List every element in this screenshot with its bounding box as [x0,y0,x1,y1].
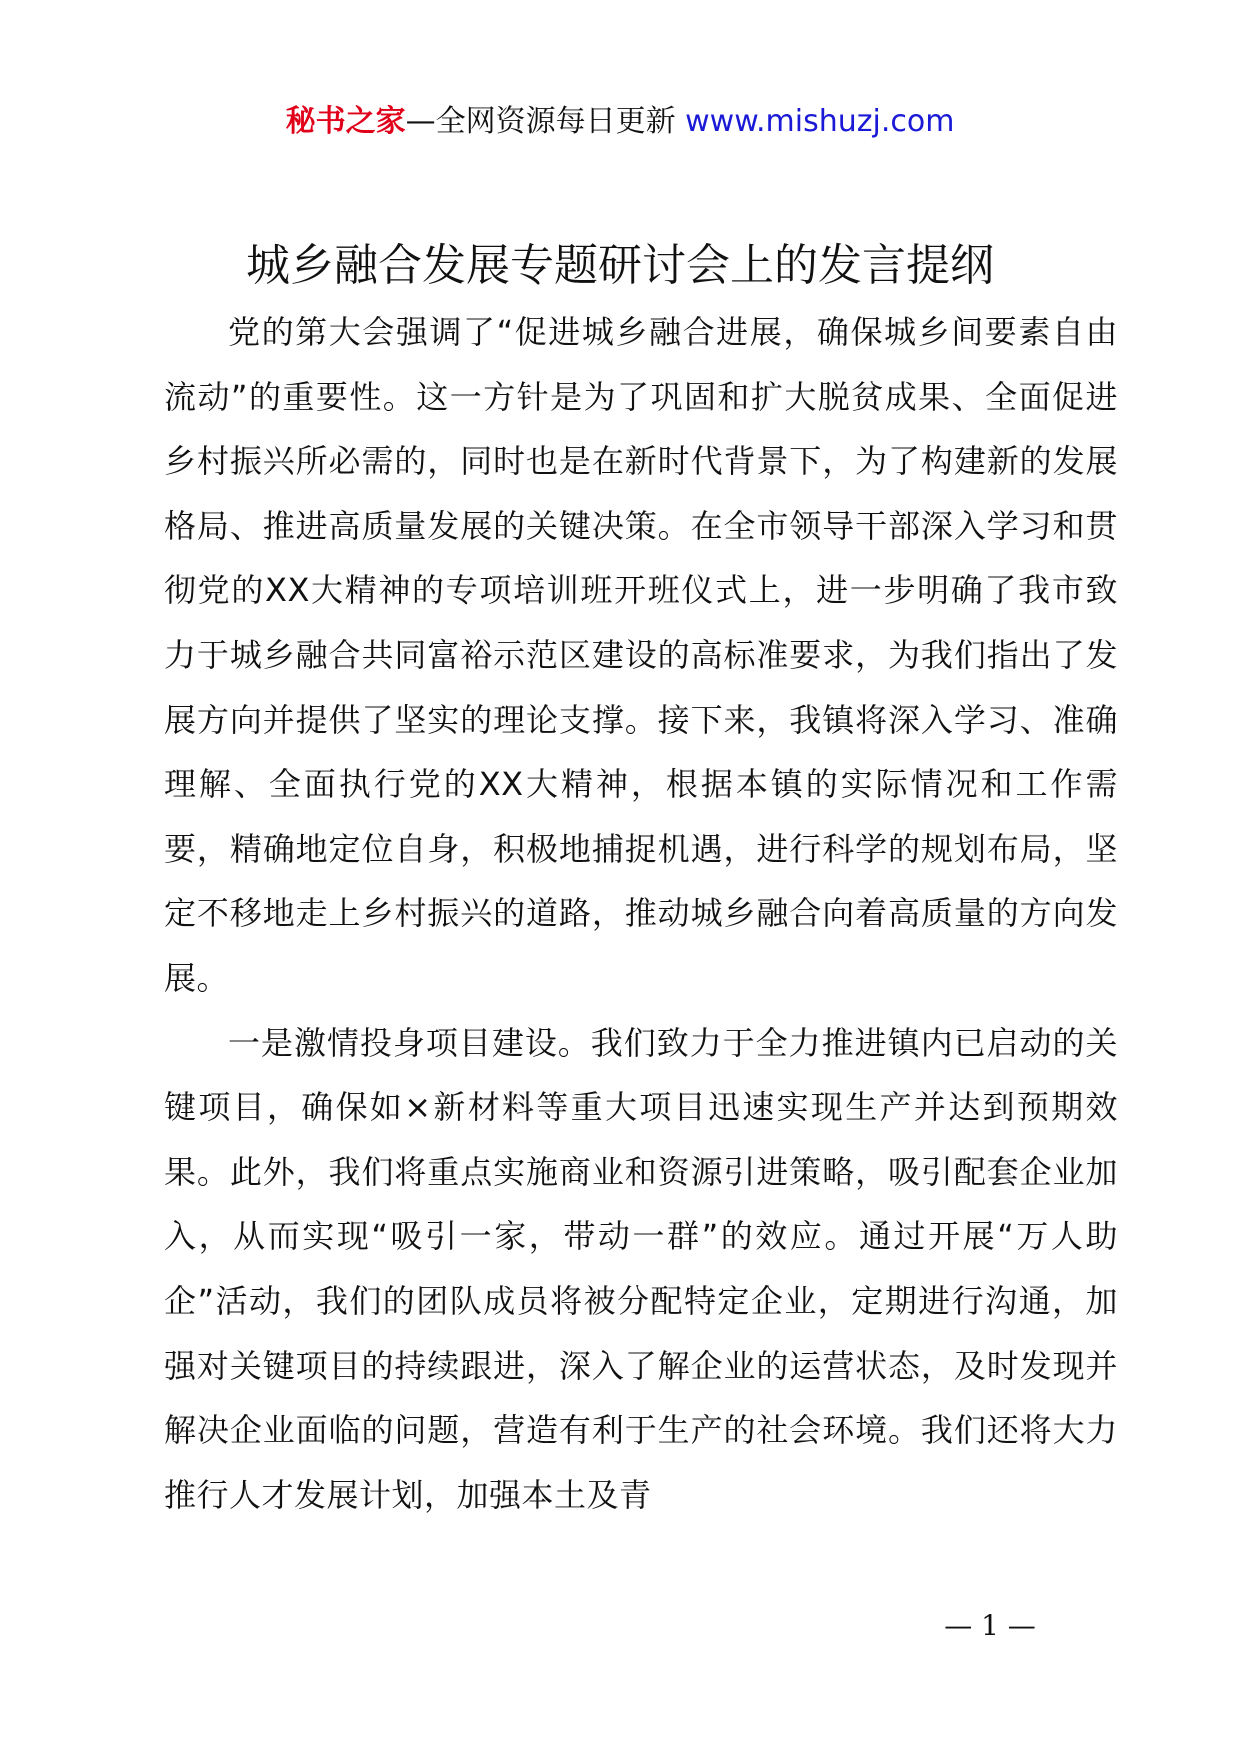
paragraph-project-construction: 一是激情投身项目建设。我们致力于全力推进镇内已启动的关键项目，确保如×新材料等重大项目迅速实现生产并达到预期效果。此外，我们将重点实施商业和资源引进策略，吸引配套企业加入，从而实现“吸引一家，带动一群”的效应。通过开展“万人助企”活动，我们的团队成员将被分配特定企业，定期进行沟通，加强对关键项目的持续跟进，深入了解企业的运营状态，及时发现并解决企业面临的问题，营造有利于生产的社会环境。我们还将大力推行人才发展计划，加强本土及青 [164,1023,1118,1514]
paragraph-intro: 党的第大会强调了“促进城乡融合进展，确保城乡间要素自由流动”的重要性。这一方针是为了巩固和扩大脱贫成果、全面促进乡村振兴所必需的，同时也是在新时代背景下，为了构建新的发展格局、推进高质量发展的关键决策。在全市领导干部深入学习和贯彻党的XX大精神的专项培训班开班仪式上，进一步明确了我市致力于城乡融合共同富裕示范区建设的高标准要求，为我们指出了发展方向并提供了坚实的理论支撑。接下来，我镇将深入学习、准确理解、全面执行党的XX大精神，根据本镇的实际情况和工作需要，精确地定位自身，积极地捕捉机遇，进行科学的规划布局，坚定不移地走上乡村振兴的道路，推动城乡融合向着高质量的方向发展。 [164,313,1118,997]
site-tagline: —全网资源每日更新 [405,104,686,139]
site-brand: 秘书之家 [285,104,406,139]
document-title: 城乡融合发展专题研讨会上的发言提纲 [246,240,994,291]
site-url-link[interactable]: www.mishuzj.com [685,104,955,139]
page-number: — 1 — [944,1609,1036,1642]
document-body [164,300,1118,1527]
site-header [0,102,1240,142]
